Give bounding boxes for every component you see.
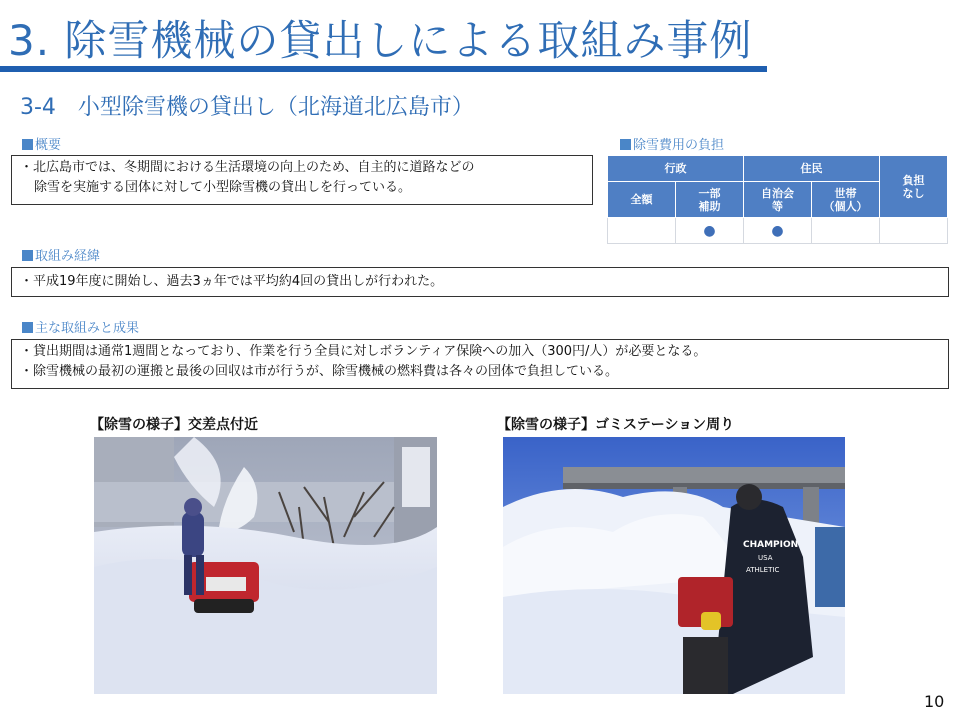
slide-title: 3. 除雪機械の貸出しによる取組み事例	[8, 16, 753, 65]
cost-burden-heading	[620, 134, 724, 153]
cell-association: ●	[744, 218, 812, 244]
results-line-1: ・貸出期間は通常1週間となっており、作業を行う全員に対しボランティア保険への加入（300円/人）が必要となる。	[20, 344, 707, 359]
household-header	[812, 182, 880, 218]
cost-burden-heading-label: 除雪費用の負担	[633, 138, 725, 153]
association-line1: 自治会	[761, 186, 794, 200]
cost-burden-table	[607, 155, 948, 244]
square-bullet-icon	[620, 139, 631, 150]
cell-no-burden	[880, 218, 948, 244]
jacket-text-3: ATHLETIC	[746, 566, 780, 574]
no-burden-header: 負担 なし	[880, 156, 948, 218]
right-snow-photo	[503, 437, 845, 694]
square-bullet-icon	[22, 139, 33, 150]
overview-box	[11, 155, 593, 205]
overview-line-1: ・北広島市では、冬期間における生活環境の向上のため、自主的に道路などの	[20, 160, 475, 175]
partial-subsidy-line2: 補助	[698, 199, 721, 213]
household-line2: （個人）	[823, 199, 868, 213]
title-underline	[0, 66, 767, 72]
left-photo-caption: 【除雪の様子】交差点付近	[90, 417, 258, 433]
jacket-text-1: CHAMPION	[743, 540, 799, 550]
association-line2: 等	[772, 199, 783, 213]
results-box	[11, 339, 949, 389]
left-snow-photo	[94, 437, 437, 694]
background-line: ・平成19年度に開始し、過去3ヵ年では平均約4回の貸出しが行われた。	[20, 274, 444, 289]
overview-line-2: 除雪を実施する団体に対して小型除雪機の貸出しを行っている。	[34, 180, 412, 195]
cell-household	[812, 218, 880, 244]
overview-heading-label: 概要	[35, 138, 62, 153]
page-number: 10	[924, 692, 945, 711]
results-line-2: ・除雪機械の最初の運搬と最後の回収は市が行うが、除雪機械の燃料費は各々の団体で負担している。	[20, 364, 619, 379]
background-heading	[22, 245, 100, 264]
household-line1: 世帯	[834, 186, 857, 200]
group-gov-header: 行政	[608, 156, 744, 182]
partial-subsidy-header	[676, 182, 744, 218]
cell-full-amount	[608, 218, 676, 244]
slide-subtitle: 3-4 小型除雪機の貸出し（北海道北広島市）	[20, 95, 474, 120]
background-box	[11, 267, 949, 297]
square-bullet-icon	[22, 250, 33, 261]
full-amount-header: 全額	[608, 182, 676, 218]
results-heading-label: 主な取組みと成果	[35, 321, 140, 336]
square-bullet-icon	[22, 322, 33, 333]
jacket-text-2: USA	[758, 554, 773, 562]
results-heading	[22, 317, 139, 336]
overview-heading	[22, 134, 61, 153]
association-header	[744, 182, 812, 218]
group-resident-header: 住民	[744, 156, 880, 182]
background-heading-label: 取組み経緯	[35, 249, 101, 264]
cell-partial-subsidy: ●	[676, 218, 744, 244]
partial-subsidy-line1: 一部	[698, 186, 721, 200]
right-photo-caption: 【除雪の様子】ゴミステーション周り	[497, 417, 735, 433]
